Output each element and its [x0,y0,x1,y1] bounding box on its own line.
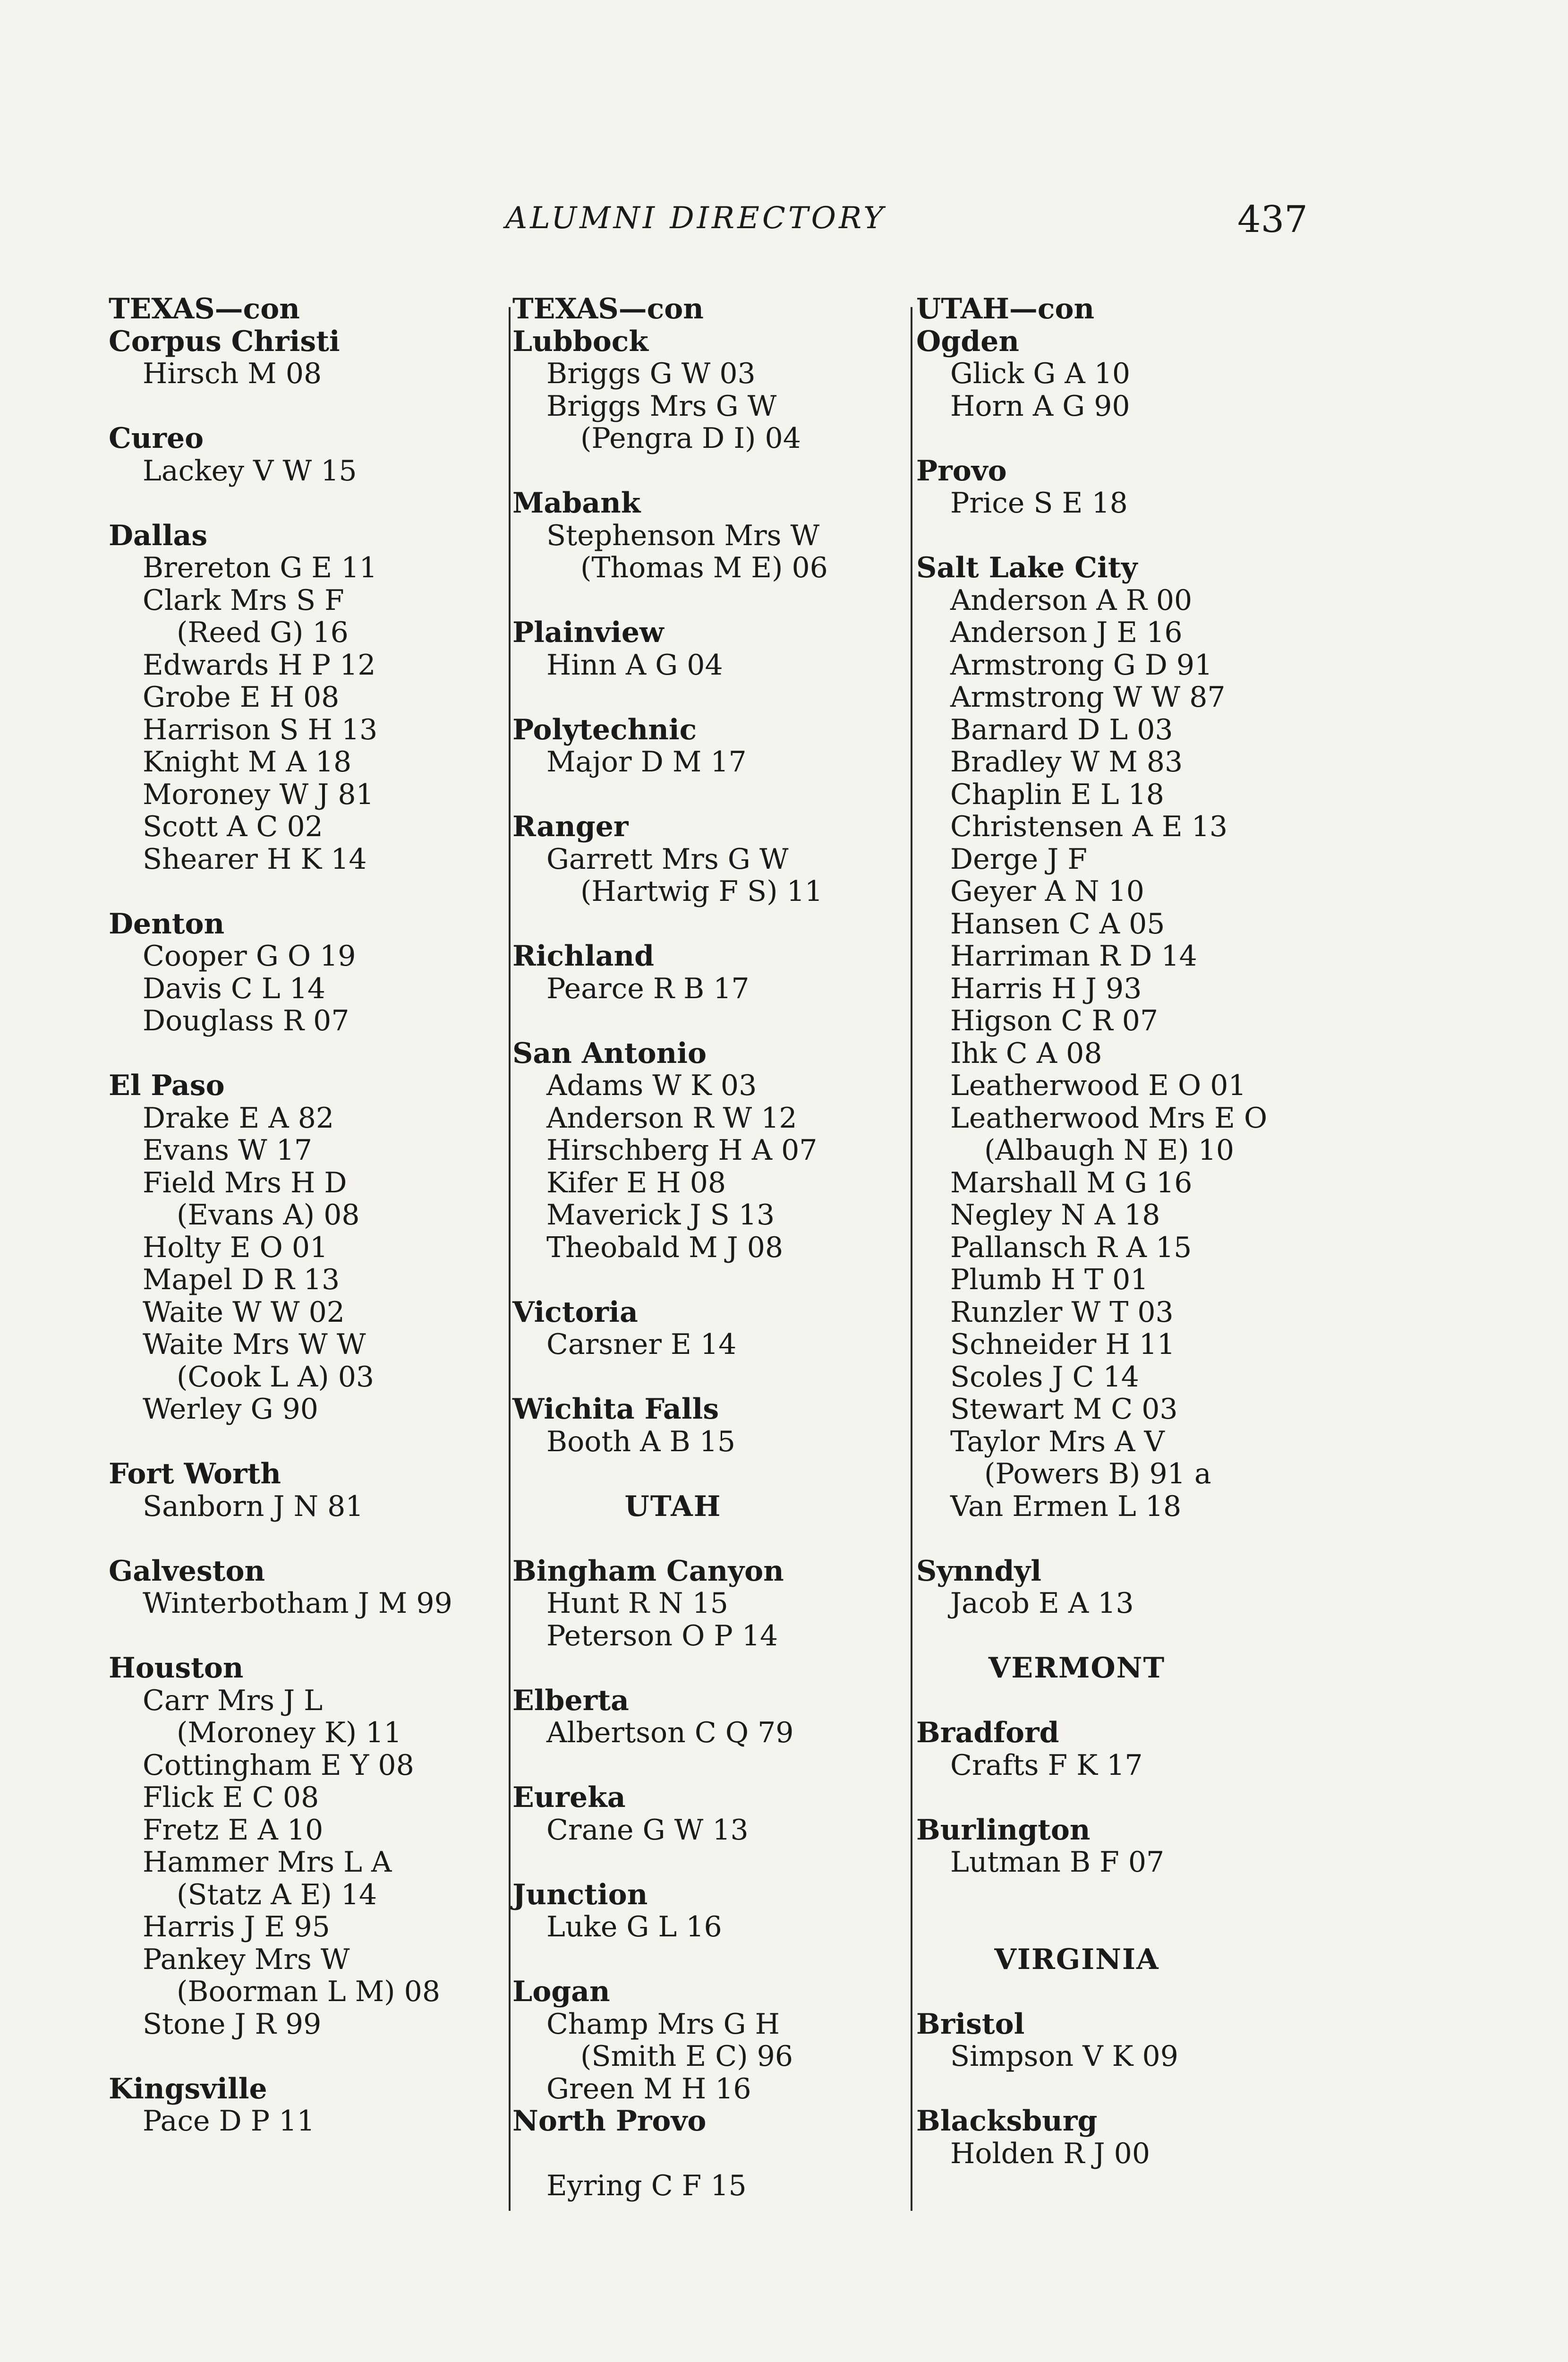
directory-entry: Leatherwood E O 01 [950,1069,1246,1102]
spacer [916,1976,1313,2008]
directory-entry: Glick G A 10 [950,357,1131,390]
place-heading: Bingham Canyon [512,1554,784,1588]
directory-entry: Anderson R W 12 [546,1101,797,1135]
spacer [109,1620,505,1652]
directory-entry: Plumb H T 01 [950,1263,1149,1296]
spacer [512,1652,909,1685]
spacer [512,584,909,617]
spacer [512,1458,909,1490]
directory-entry: Hansen C A 05 [950,907,1165,941]
spacer [916,1879,1313,1911]
directory-entry: Lutman B F 07 [950,1846,1165,1879]
directory-entry: Lackey V W 15 [143,454,357,488]
spacer [512,1264,909,1296]
directory-entry: Theobald M J 08 [546,1231,784,1264]
place-heading: Junction [512,1878,648,1911]
place-heading: Dallas [109,519,208,552]
directory-entry: Stone J R 99 [143,2007,322,2041]
directory-entry: Davis C L 14 [143,972,326,1005]
spacer [512,2138,909,2170]
place-heading: Eureka [512,1781,626,1814]
state-heading: TEXAS—con [109,292,300,325]
directory-entry: Mapel D R 13 [143,1263,340,1296]
spacer [916,1523,1313,1555]
place-heading: Ranger [512,810,629,843]
spacer [109,487,505,520]
directory-entry: Cottingham E Y 08 [143,1748,414,1782]
directory-entry: Clark Mrs S F [143,583,344,617]
directory-entry: Major D M 17 [546,745,747,779]
spacer [109,875,505,908]
spacer [916,1685,1313,1717]
spacer [512,779,909,811]
spacer [916,520,1313,552]
place-heading: Mabank [512,487,641,520]
spacer [109,1037,505,1070]
state-section-heading: VERMONT [988,1652,1166,1685]
directory-entry: Hinn A G 04 [546,648,723,682]
place-heading: Bradford [916,1716,1059,1749]
spacer [512,1749,909,1782]
directory-entry: Simpson V K 09 [950,2040,1178,2073]
place-heading: Bristol [916,2007,1025,2041]
directory-entry: Garrett Mrs G W [546,842,789,876]
directory-entry: Anderson J E 16 [950,616,1183,649]
place-heading: Denton [109,907,225,941]
directory-entry: Sanborn J N 81 [143,1489,364,1523]
entry-continuation: (Reed G) 16 [177,616,349,649]
spacer [109,390,505,423]
entry-continuation: (Statz A E) 14 [177,1878,377,1911]
directory-entry: Peterson O P 14 [546,1619,778,1652]
directory-entry: Fretz E A 10 [143,1813,324,1847]
state-heading: TEXAS—con [512,292,704,325]
directory-entry: Jacob E A 13 [950,1587,1134,1620]
directory-entry: Derge J F [950,842,1088,876]
place-heading: Blacksburg [916,2105,1098,2138]
column-rule [911,307,912,2211]
entry-continuation: (Thomas M E) 06 [580,551,828,584]
entry-continuation: (Moroney K) 11 [177,1716,402,1749]
spacer [916,422,1313,455]
directory-entry: Horn A G 90 [950,389,1130,423]
directory-entry: Cooper G O 19 [143,940,356,973]
directory-entry: Negley N A 18 [950,1198,1160,1232]
spacer [109,2040,505,2073]
entry-continuation: (Pengra D I) 04 [580,422,801,455]
place-heading: Logan [512,1975,610,2008]
spacer [109,1523,505,1555]
directory-entry: Runzler W T 03 [950,1295,1174,1329]
directory-entry: Brereton G E 11 [143,551,377,584]
directory-entry: Hirschberg H A 07 [546,1134,818,1167]
place-heading: Fort Worth [109,1457,281,1490]
place-heading: Plainview [512,616,664,649]
directory-entry: Crane G W 13 [546,1813,749,1847]
directory-entry: Taylor Mrs A V [950,1425,1165,1458]
directory-entry: Werley G 90 [143,1393,318,1426]
directory-entry: Pace D P 11 [143,2105,315,2138]
directory-entry: Grobe E H 08 [143,681,340,714]
directory-entry: Albertson C Q 79 [546,1716,794,1749]
spacer [916,1781,1313,1814]
place-heading: Salt Lake City [916,551,1138,584]
page-number: 437 [1237,198,1308,241]
place-heading: Victoria [512,1295,638,1329]
directory-column-1 [109,293,505,2138]
place-heading: Provo [916,454,1007,488]
place-heading: Wichita Falls [512,1393,719,1426]
directory-entry: Drake E A 82 [143,1101,334,1135]
state-section-heading: UTAH [624,1489,722,1523]
state-heading: UTAH—con [916,292,1095,325]
directory-entry: Christensen A E 13 [950,810,1228,843]
entry-continuation: (Evans A) 08 [177,1198,360,1232]
column-rule [509,307,511,2211]
spacer [512,1523,909,1555]
spacer [916,2073,1313,2105]
directory-entry: Knight M A 18 [143,745,352,779]
directory-entry: Holty E O 01 [143,1231,328,1264]
entry-continuation: (Albaugh N E) 10 [984,1134,1235,1167]
directory-entry: Scoles J C 14 [950,1360,1139,1394]
directory-entry: Pankey Mrs W [143,1943,350,1976]
place-heading: Elberta [512,1684,629,1717]
entry-continuation: (Powers B) 91 a [984,1457,1211,1490]
directory-entry: Bradley W M 83 [950,745,1183,779]
directory-entry: Moroney W J 81 [143,778,374,811]
spacer [916,1620,1313,1652]
directory-entry: Waite W W 02 [143,1295,345,1329]
place-heading: Galveston [109,1554,265,1588]
directory-entry: Pallansch R A 15 [950,1231,1192,1264]
spacer [512,908,909,941]
directory-entry: Harris H J 93 [950,972,1142,1005]
directory-entry: Higson C R 07 [950,1004,1159,1037]
directory-entry: Marshall M G 16 [950,1166,1193,1199]
directory-entry: Armstrong G D 91 [950,648,1213,682]
directory-entry: Briggs G W 03 [546,357,756,390]
spacer [109,1426,505,1458]
place-heading: Lubbock [512,325,648,358]
directory-entry: Edwards H P 12 [143,648,376,682]
directory-entry: Luke G L 16 [546,1910,722,1943]
directory-entry: Douglass R 07 [143,1004,349,1037]
directory-entry: Hunt R N 15 [546,1587,728,1620]
directory-entry: Ihk C A 08 [950,1036,1102,1070]
spacer [916,1911,1313,1943]
directory-entry: Barnard D L 03 [950,713,1173,746]
place-heading: Cureo [109,422,204,455]
entry-continuation: (Cook L A) 03 [177,1360,375,1394]
directory-entry: Winterbotham J M 99 [143,1587,452,1620]
directory-column-2 [512,293,909,2202]
entry-continuation: (Boorman L M) 08 [177,1975,440,2008]
directory-entry: Hammer Mrs L A [143,1846,392,1879]
directory-entry: Stephenson Mrs W [546,519,820,552]
spacer [512,1005,909,1037]
directory-entry: Maverick J S 13 [546,1198,775,1232]
directory-entry: Shearer H K 14 [143,842,367,876]
directory-entry: Adams W K 03 [546,1069,757,1102]
directory-entry: Armstrong W W 87 [950,681,1226,714]
directory-entry: Harriman R D 14 [950,940,1197,973]
running-title: ALUMNI DIRECTORY [505,201,886,236]
directory-entry: Kifer E H 08 [546,1166,726,1199]
directory-entry: Field Mrs H D [143,1166,347,1199]
directory-entry: Evans W 17 [143,1134,313,1167]
directory-entry: Price S E 18 [950,487,1128,520]
directory-entry: Chaplin E L 18 [950,778,1164,811]
spacer [512,1943,909,1976]
directory-column-3 [916,293,1313,2170]
place-heading: North Provo [512,2105,707,2138]
directory-entry: Eyring C F 15 [546,2169,747,2202]
directory-entry: Champ Mrs G H [546,2007,780,2041]
entry-continuation: (Hartwig F S) 11 [580,875,823,908]
directory-entry: Carr Mrs J L [143,1684,323,1717]
directory-entry: Hirsch M 08 [143,357,322,390]
place-heading: Kingsville [109,2072,267,2105]
directory-entry: Briggs Mrs G W [546,389,777,423]
directory-entry: Anderson A R 00 [950,583,1193,617]
place-heading: Burlington [916,1813,1091,1847]
directory-entry: Booth A B 15 [546,1425,736,1458]
spacer [512,1361,909,1394]
place-heading: Polytechnic [512,713,697,746]
directory-entry: Stewart M C 03 [950,1393,1178,1426]
directory-entry: Carsner E 14 [546,1328,737,1361]
directory-entry: Harris J E 95 [143,1910,330,1943]
spacer [512,1846,909,1879]
entry-continuation: (Smith E C) 96 [580,2040,793,2073]
spacer [512,455,909,488]
directory-entry: Scott A C 02 [143,810,323,843]
place-heading: Corpus Christi [109,325,340,358]
state-section-heading: VIRGINIA [994,1943,1159,1976]
place-heading: El Paso [109,1069,225,1102]
directory-entry: Green M H 16 [546,2072,751,2105]
directory-entry: Waite Mrs W W [143,1328,366,1361]
place-heading: Ogden [916,325,1019,358]
place-heading: San Antonio [512,1036,707,1070]
directory-entry: Leatherwood Mrs E O [950,1101,1268,1135]
directory-entry: Van Ermen L 18 [950,1489,1182,1523]
directory-entry: Harrison S H 13 [143,713,378,746]
directory-entry: Crafts F K 17 [950,1748,1143,1782]
directory-entry: Schneider H 11 [950,1328,1176,1361]
spacer [512,681,909,714]
directory-entry: Pearce R B 17 [546,972,750,1005]
directory-entry: Geyer A N 10 [950,875,1144,908]
place-heading: Richland [512,940,655,973]
place-heading: Synndyl [916,1554,1042,1588]
place-heading: Houston [109,1652,244,1685]
directory-entry: Flick E C 08 [143,1781,319,1814]
directory-entry: Holden R J 00 [950,2137,1150,2170]
